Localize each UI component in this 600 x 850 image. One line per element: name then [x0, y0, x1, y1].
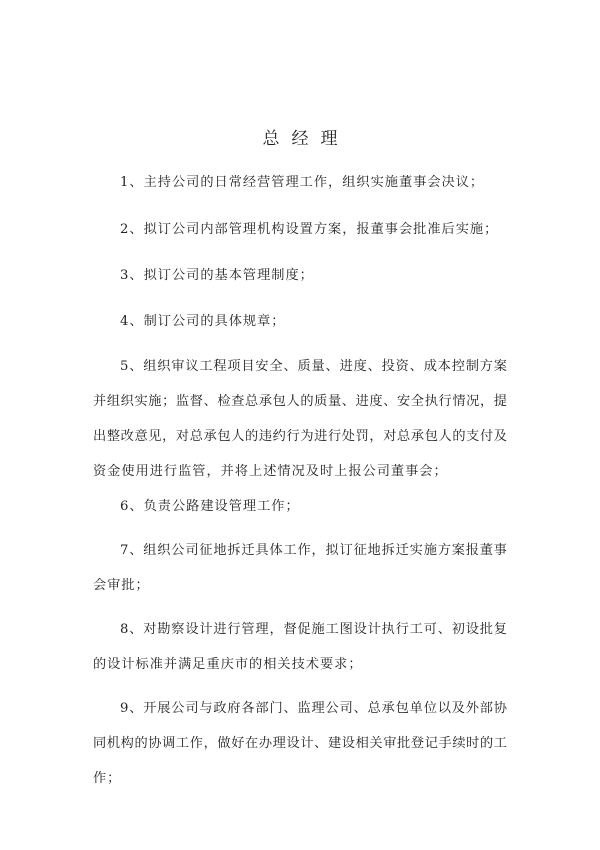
item-line: 作；: [93, 771, 122, 786]
item-line: 4、制订公司的具体规章；: [120, 314, 286, 329]
item-line: 8、对勘察设计进行管理，督促施工图设计执行工可、初设批复: [120, 622, 507, 637]
item-line: 1、主持公司的日常经营管理工作，组织实施董事会决议；: [120, 175, 485, 190]
item-line: 出整改意见，对总承包人的违约行为进行处罚，对总承包人的支付及: [93, 429, 507, 444]
item-line: 资金使用进行监管，并将上述情况及时上报公司董事会；: [93, 464, 448, 479]
item-line: 并组织实施；监督、检查总承包人的质量、进度、安全执行情况，提: [93, 394, 507, 409]
item-line: 9、开展公司与政府各部门、监理公司、总承包单位以及外部协: [120, 701, 507, 716]
item-line: 会审批；: [93, 578, 150, 593]
item-line: 同机构的协调工作，做好在办理设计、建设相关审批登记手续时的工: [93, 736, 507, 751]
item-line: 的设计标准并满足重庆市的相关技术要求；: [93, 657, 363, 672]
item-line: 2、拟订公司内部管理机构设置方案，报董事会批准后实施；: [120, 222, 499, 237]
item-line: 6、负责公路建设管理工作；: [120, 499, 300, 514]
item-line: 3、拟订公司的基本管理制度；: [120, 268, 314, 283]
page-title: 总经理: [262, 129, 350, 149]
item-line: 7、组织公司征地拆迁具体工作，拟订征地拆迁实施方案报董事: [120, 543, 507, 558]
item-line: 5、组织审议工程项目安全、质量、进度、投资、成本控制方案: [120, 359, 507, 374]
